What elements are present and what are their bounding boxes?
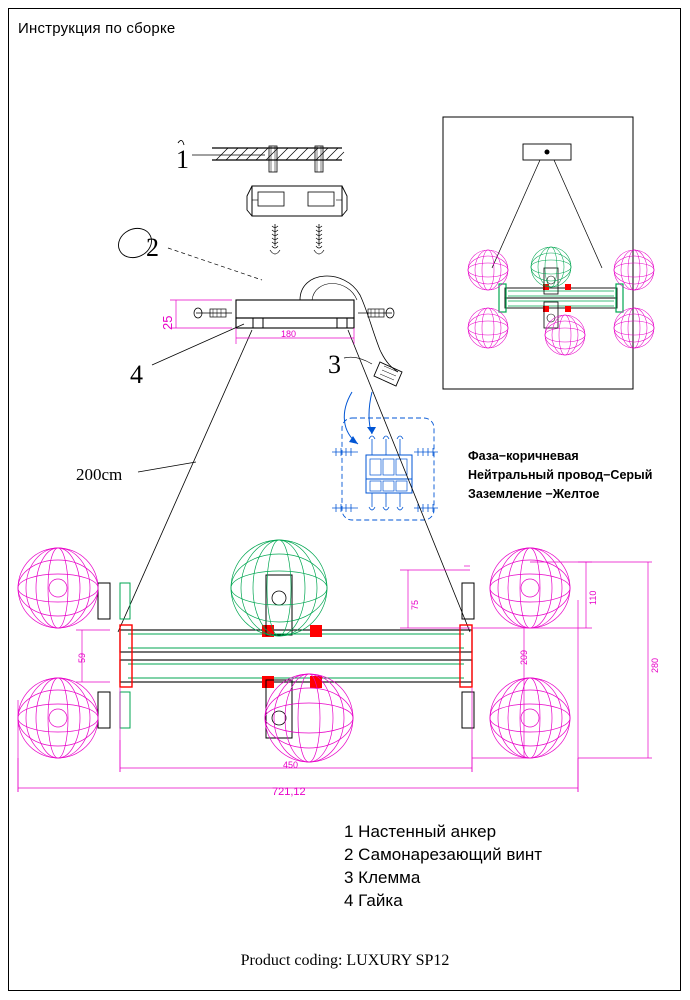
leader-line-4: [152, 324, 244, 365]
page-title: Инструкция по сборке: [18, 20, 176, 37]
callout-3: 3: [328, 350, 341, 379]
dim-drop-length: 200cm: [76, 465, 123, 484]
suspension-lines: [118, 330, 470, 632]
wiring-legend-line-2: Нейтральный провод−Серый: [468, 468, 653, 482]
dim-right-height: 209: [519, 649, 529, 665]
dim-shade-gap: 110: [588, 590, 598, 605]
dim-arm-offset: 75: [410, 599, 420, 610]
parts-legend: [344, 820, 542, 912]
plug-connector: [344, 357, 402, 386]
dim-total-height: 280: [650, 657, 660, 673]
dim-overall-width: 721,12: [272, 786, 306, 798]
wiring-legend-line-3: Заземление −Желтое: [468, 487, 600, 501]
canopy-bar-assembly: [194, 276, 398, 372]
callout-1: 1: [176, 145, 189, 174]
perspective-inset: [443, 117, 654, 389]
parts-legend-item-3: 3 Клемма: [344, 868, 421, 887]
wiring-legend: [468, 447, 652, 504]
parts-legend-item-4: 4 Гайка: [344, 891, 403, 910]
drop-length-leader: [138, 462, 196, 472]
dim-body-width: 450: [283, 760, 299, 770]
callout-2: 2: [146, 233, 159, 262]
ceiling-hatch: [212, 148, 344, 160]
mounting-plate: [247, 186, 347, 216]
fixture-front-view: [18, 540, 570, 762]
callout-4: 4: [130, 360, 143, 389]
parts-legend-item-1: 1 Настенный анкер: [344, 822, 497, 841]
self-tapping-screws: [270, 224, 324, 254]
parts-legend-item-2: 2 Самонарезающий винт: [344, 845, 543, 864]
terminal-block: [332, 392, 438, 520]
leader-line-2: [114, 223, 262, 280]
dim-left-height: 59: [77, 652, 87, 663]
wiring-legend-line-1: Фаза−коричневая: [468, 449, 579, 463]
dim-bracket-width: 180: [281, 329, 297, 339]
dim-bracket-height: 25: [160, 315, 175, 330]
product-coding: Product coding: LUXURY SP12: [240, 952, 450, 969]
